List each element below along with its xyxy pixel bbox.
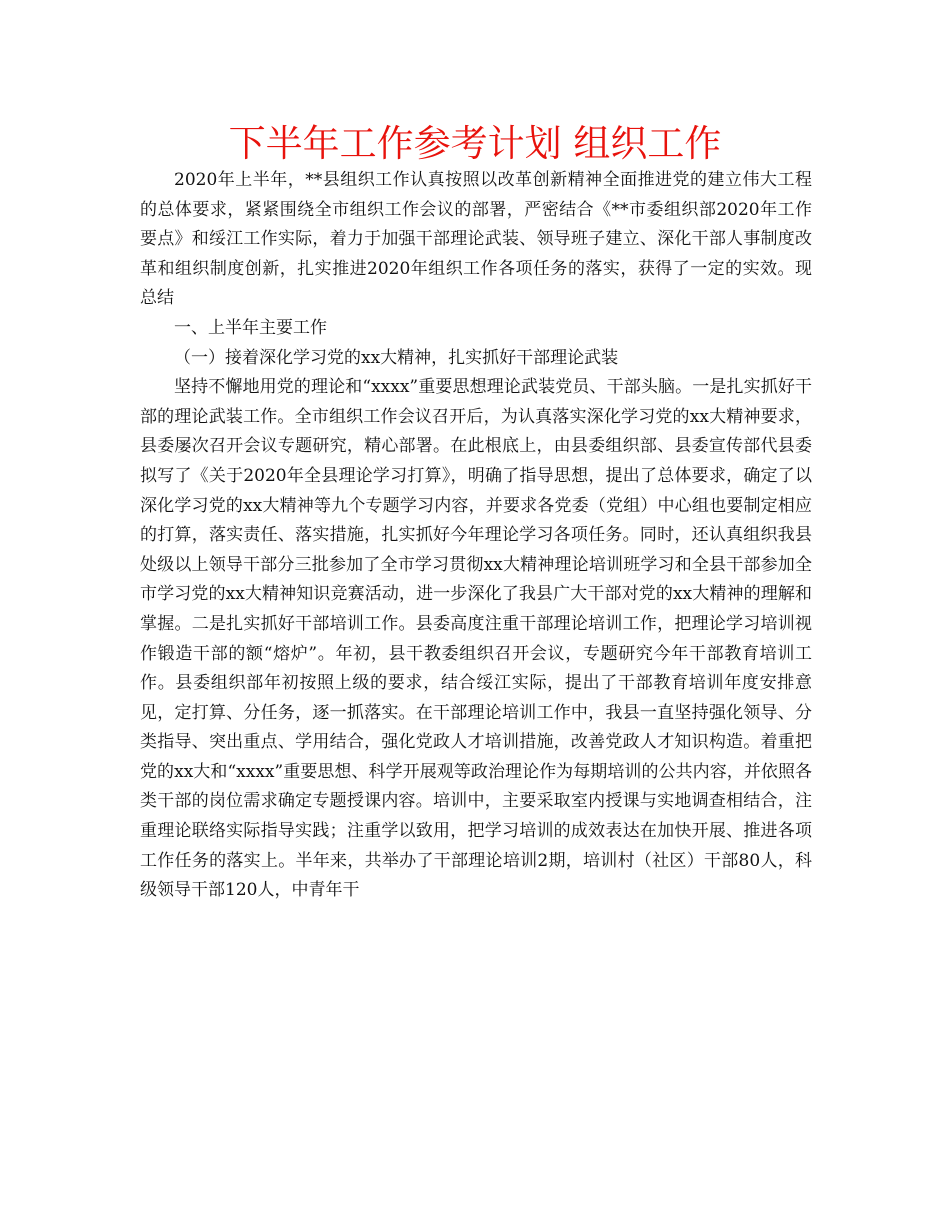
document-title: 下半年工作参考计划 组织工作 [228,122,722,165]
document-body [140,166,812,906]
section-heading-1: 一、上半年主要工作 [174,317,327,338]
paragraph-theory-training: 坚持不懈地用党的理论和“xxxx”重要思想理论武装党员、干部头脑。一是扎实抓好干部的理论武装工作。全市组织工作会议召开后，为认真落实深化学习党的xx大精神要求，县委屡次召开会议专题研究，精心部署。在此根底上，由县委组织部、县委宣传部代县委拟写了《关于2020年全县理论学习打算》，明确了指导思想，提出了总体要求，确定了以深化学习党的xx大精神等九个专题学习内容，并要求各党委（党组）中心组也要制定相应的打算，落实责任、落实措施，扎实抓好今年理论学习各项任务。同时，还认真组织我县处级以上领导干部分三批参加了全市学习贯彻xx大精神理论培训班学习和全县干部参加全市学习党的xx大精神知识竞赛活动，进一步深化了我县广大干部对党的xx大精神的理解和掌握。二是扎实抓好干部培训工作。县委高度注重干部理论培训工作，把理论学习培训视作锻造干部的额“熔炉”。年初，县干教委组织召开会议，专题研究今年干部教育培训工作。县委组织部年初按照上级的要求，结合绥江实际，提出了干部教育培训年度安排意见，定打算、分任务，逐一抓落实。在干部理论培训工作中，我县一直坚持强化领导、分类指导、突出重点、学用结合，强化党政人才培训措施，改善党政人才知识构造。着重把党的xx大和“xxxx”重要思想、科学开展观等政治理论作为每期培训的公共内容，并依照各类干部的岗位需求确定专题授课内容。培训中，主要采取室内授课与实地调查相结合，注重理论联络实际指导实践；注重学以致用，把学习培训的成效表达在加快开展、推进各项工作任务的落实上。半年来，共举办了干部理论培训2期，培训村（社区）干部80人，科级领导干部120人，中青年干 [140,377,812,901]
paragraph-intro: 2020年上半年，**县组织工作认真按照以改革创新精神全面推进党的建立伟大工程的总体要求，紧紧围绕全市组织工作会议的部署，严密结合《**市委组织部2020年工作要点》和绥江工作实际，着力于加强干部理论武装、领导班子建立、深化干部人事制度改革和组织制度创新，扎实推进2020年组织工作各项任务的落实，获得了一定的实效。现总结 [140,170,812,309]
subsection-heading-1: （一）接着深化学习党的xx大精神，扎实抓好干部理论武装 [174,347,619,368]
